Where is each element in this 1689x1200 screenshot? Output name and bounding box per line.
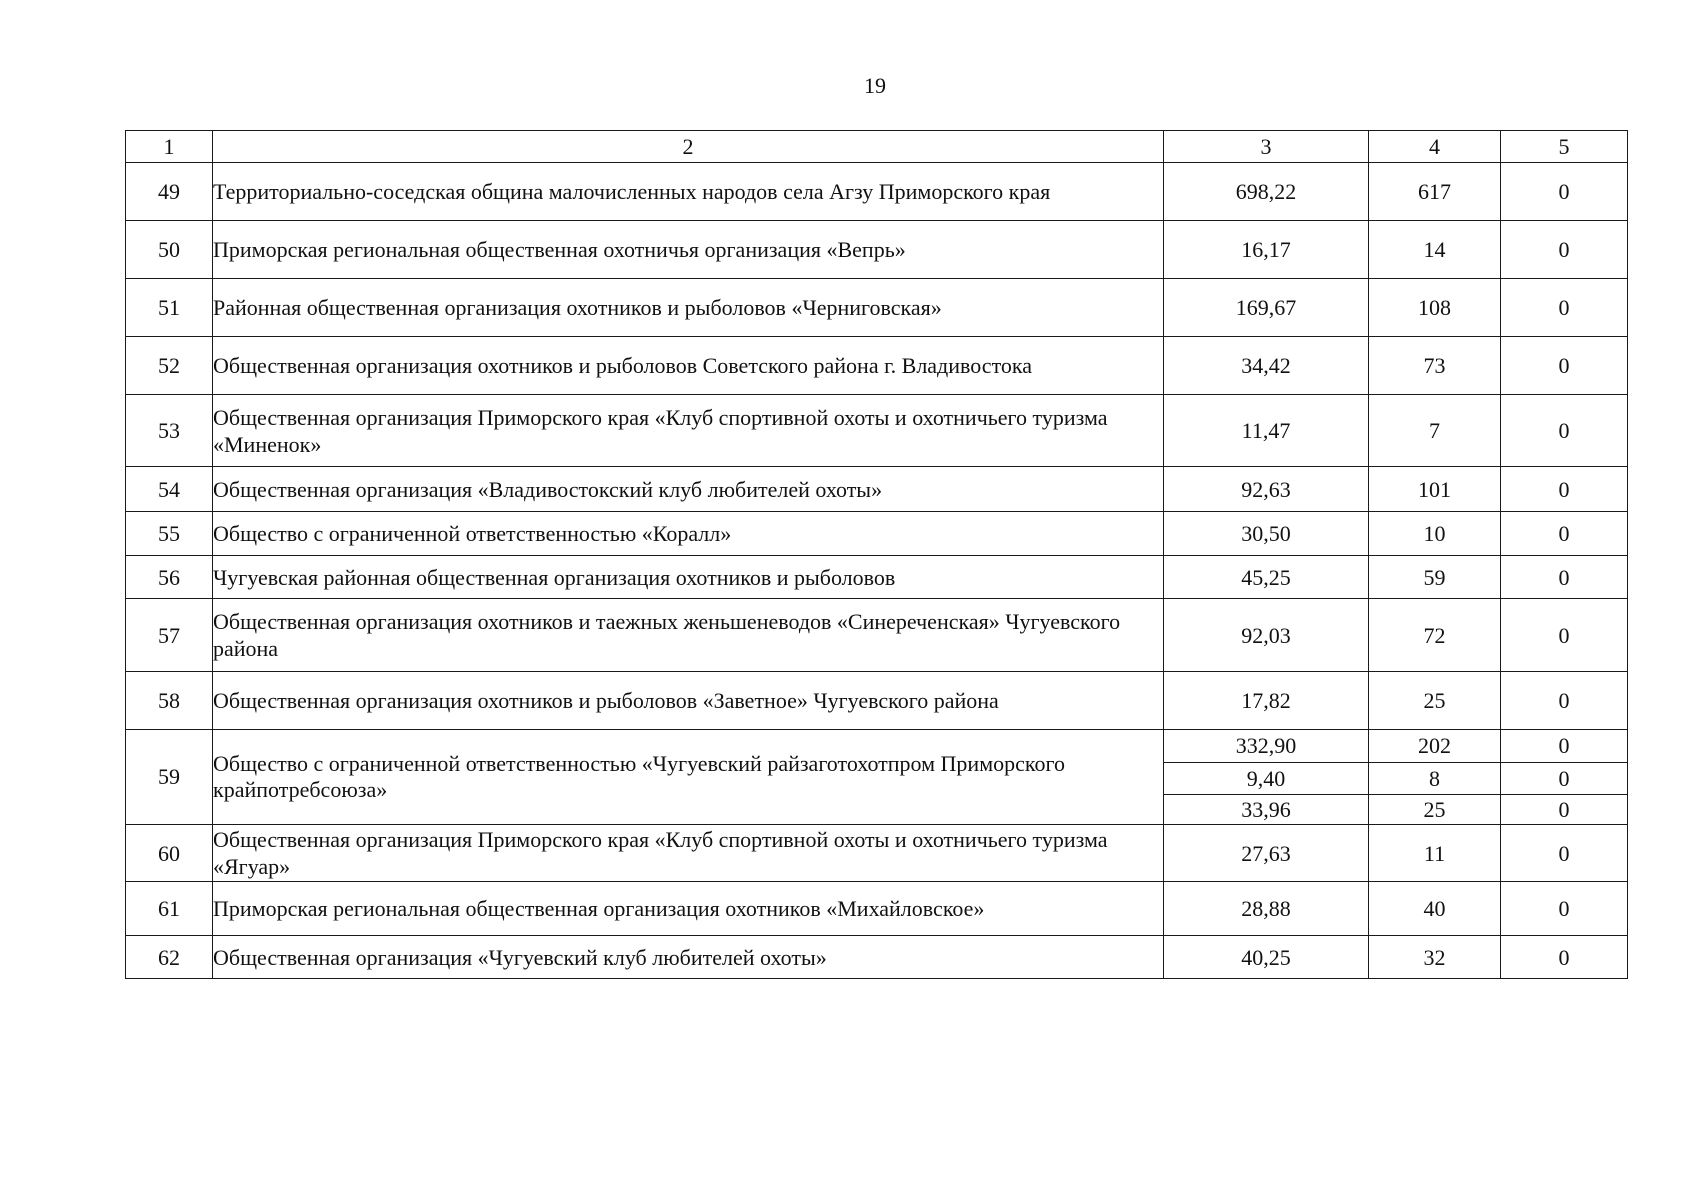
table-row xyxy=(126,221,1628,279)
organization-name: Приморская региональная общественная охотничья организация «Вепрь» xyxy=(213,221,1164,279)
table-row xyxy=(126,337,1628,395)
column-header-4: 4 xyxy=(1369,131,1501,163)
value-col-4: 617 xyxy=(1369,163,1501,221)
value-col-3: 698,22 xyxy=(1164,163,1369,221)
table-row xyxy=(126,163,1628,221)
value-col-4: 101 xyxy=(1369,467,1501,512)
value-col-5: 0 xyxy=(1501,763,1628,795)
organization-name: Общественная организация «Чугуевский клуб любителей охоты» xyxy=(213,936,1164,979)
value-col-3: 169,67 xyxy=(1164,279,1369,337)
row-number: 53 xyxy=(126,395,213,467)
value-col-4: 59 xyxy=(1369,556,1501,599)
value-col-4: 10 xyxy=(1369,512,1501,556)
value-col-3: 45,25 xyxy=(1164,556,1369,599)
page-number: 19 xyxy=(864,73,886,98)
value-col-4: 14 xyxy=(1369,221,1501,279)
table-header-row xyxy=(126,131,1628,163)
column-header-2: 2 xyxy=(213,131,1164,163)
organization-name: Общество с ограниченной ответственностью «Коралл» xyxy=(213,512,1164,556)
value-col-4: 73 xyxy=(1369,337,1501,395)
column-header-1: 1 xyxy=(126,131,213,163)
organization-name: Общественная организация охотников и рыболовов «Заветное» Чугуевского района xyxy=(213,672,1164,730)
table-row xyxy=(126,395,1628,467)
table-row xyxy=(126,936,1628,979)
value-col-4: 108 xyxy=(1369,279,1501,337)
organization-name: Общественная организация Приморского края «Клуб спортивной охоты и охотничьего туризма «Миненок» xyxy=(213,395,1164,467)
value-col-3: 92,03 xyxy=(1164,599,1369,672)
value-col-5: 0 xyxy=(1501,882,1628,936)
value-col-4: 40 xyxy=(1369,882,1501,936)
row-number: 58 xyxy=(126,672,213,730)
value-col-5: 0 xyxy=(1501,672,1628,730)
column-header-3: 3 xyxy=(1164,131,1369,163)
value-col-4: 32 xyxy=(1369,936,1501,979)
row-number: 62 xyxy=(126,936,213,979)
value-col-5: 0 xyxy=(1501,163,1628,221)
value-col-5: 0 xyxy=(1501,730,1628,763)
row-number: 60 xyxy=(126,825,213,882)
organization-name: Приморская региональная общественная организация охотников «Михайловское» xyxy=(213,882,1164,936)
value-col-5: 0 xyxy=(1501,512,1628,556)
value-col-3: 11,47 xyxy=(1164,395,1369,467)
value-col-5: 0 xyxy=(1501,825,1628,882)
table-row xyxy=(126,279,1628,337)
value-col-3: 9,40 xyxy=(1164,763,1369,795)
table-row xyxy=(126,556,1628,599)
row-number: 55 xyxy=(126,512,213,556)
value-col-3: 17,82 xyxy=(1164,672,1369,730)
table-row xyxy=(126,672,1628,730)
value-col-5: 0 xyxy=(1501,599,1628,672)
row-number: 61 xyxy=(126,882,213,936)
value-col-4: 11 xyxy=(1369,825,1501,882)
row-number: 52 xyxy=(126,337,213,395)
value-col-3: 33,96 xyxy=(1164,795,1369,825)
column-header-5: 5 xyxy=(1501,131,1628,163)
value-col-5: 0 xyxy=(1501,936,1628,979)
value-col-4: 25 xyxy=(1369,672,1501,730)
row-number: 51 xyxy=(126,279,213,337)
value-col-4: 202 xyxy=(1369,730,1501,763)
organization-name: Районная общественная организация охотников и рыболовов «Черниговская» xyxy=(213,279,1164,337)
table-row xyxy=(126,882,1628,936)
value-col-5: 0 xyxy=(1501,556,1628,599)
organization-name: Общественная организация Приморского края «Клуб спортивной охоты и охотничьего туризма «Ягуар» xyxy=(213,825,1164,882)
value-col-4: 8 xyxy=(1369,763,1501,795)
row-number: 56 xyxy=(126,556,213,599)
value-col-3: 92,63 xyxy=(1164,467,1369,512)
value-col-5: 0 xyxy=(1501,337,1628,395)
organization-name: Общественная организация охотников и рыболовов Советского района г. Владивостока xyxy=(213,337,1164,395)
table-row xyxy=(126,599,1628,672)
data-table xyxy=(125,130,1628,979)
table-row xyxy=(126,730,1628,763)
value-col-3: 34,42 xyxy=(1164,337,1369,395)
value-col-4: 72 xyxy=(1369,599,1501,672)
value-col-4: 7 xyxy=(1369,395,1501,467)
row-number: 49 xyxy=(126,163,213,221)
table-row xyxy=(126,825,1628,882)
row-number: 59 xyxy=(126,730,213,825)
organization-name: Общество с ограниченной ответственностью «Чугуевский райзаготохотпром Приморского крайпотребсоюза» xyxy=(213,730,1164,825)
value-col-4: 25 xyxy=(1369,795,1501,825)
value-col-3: 332,90 xyxy=(1164,730,1369,763)
row-number: 50 xyxy=(126,221,213,279)
value-col-3: 40,25 xyxy=(1164,936,1369,979)
value-col-5: 0 xyxy=(1501,279,1628,337)
value-col-3: 28,88 xyxy=(1164,882,1369,936)
organization-name: Чугуевская районная общественная организация охотников и рыболовов xyxy=(213,556,1164,599)
value-col-3: 27,63 xyxy=(1164,825,1369,882)
row-number: 57 xyxy=(126,599,213,672)
organization-name: Общественная организация охотников и таежных женьшеневодов «Синереченская» Чугуевского района xyxy=(213,599,1164,672)
organization-name: Общественная организация «Владивостокский клуб любителей охоты» xyxy=(213,467,1164,512)
value-col-5: 0 xyxy=(1501,221,1628,279)
value-col-5: 0 xyxy=(1501,795,1628,825)
value-col-3: 30,50 xyxy=(1164,512,1369,556)
value-col-5: 0 xyxy=(1501,467,1628,512)
organization-name: Территориально-соседская община малочисленных народов села Агзу Приморского края xyxy=(213,163,1164,221)
row-number: 54 xyxy=(126,467,213,512)
table-row xyxy=(126,512,1628,556)
table-row xyxy=(126,467,1628,512)
value-col-5: 0 xyxy=(1501,395,1628,467)
value-col-3: 16,17 xyxy=(1164,221,1369,279)
